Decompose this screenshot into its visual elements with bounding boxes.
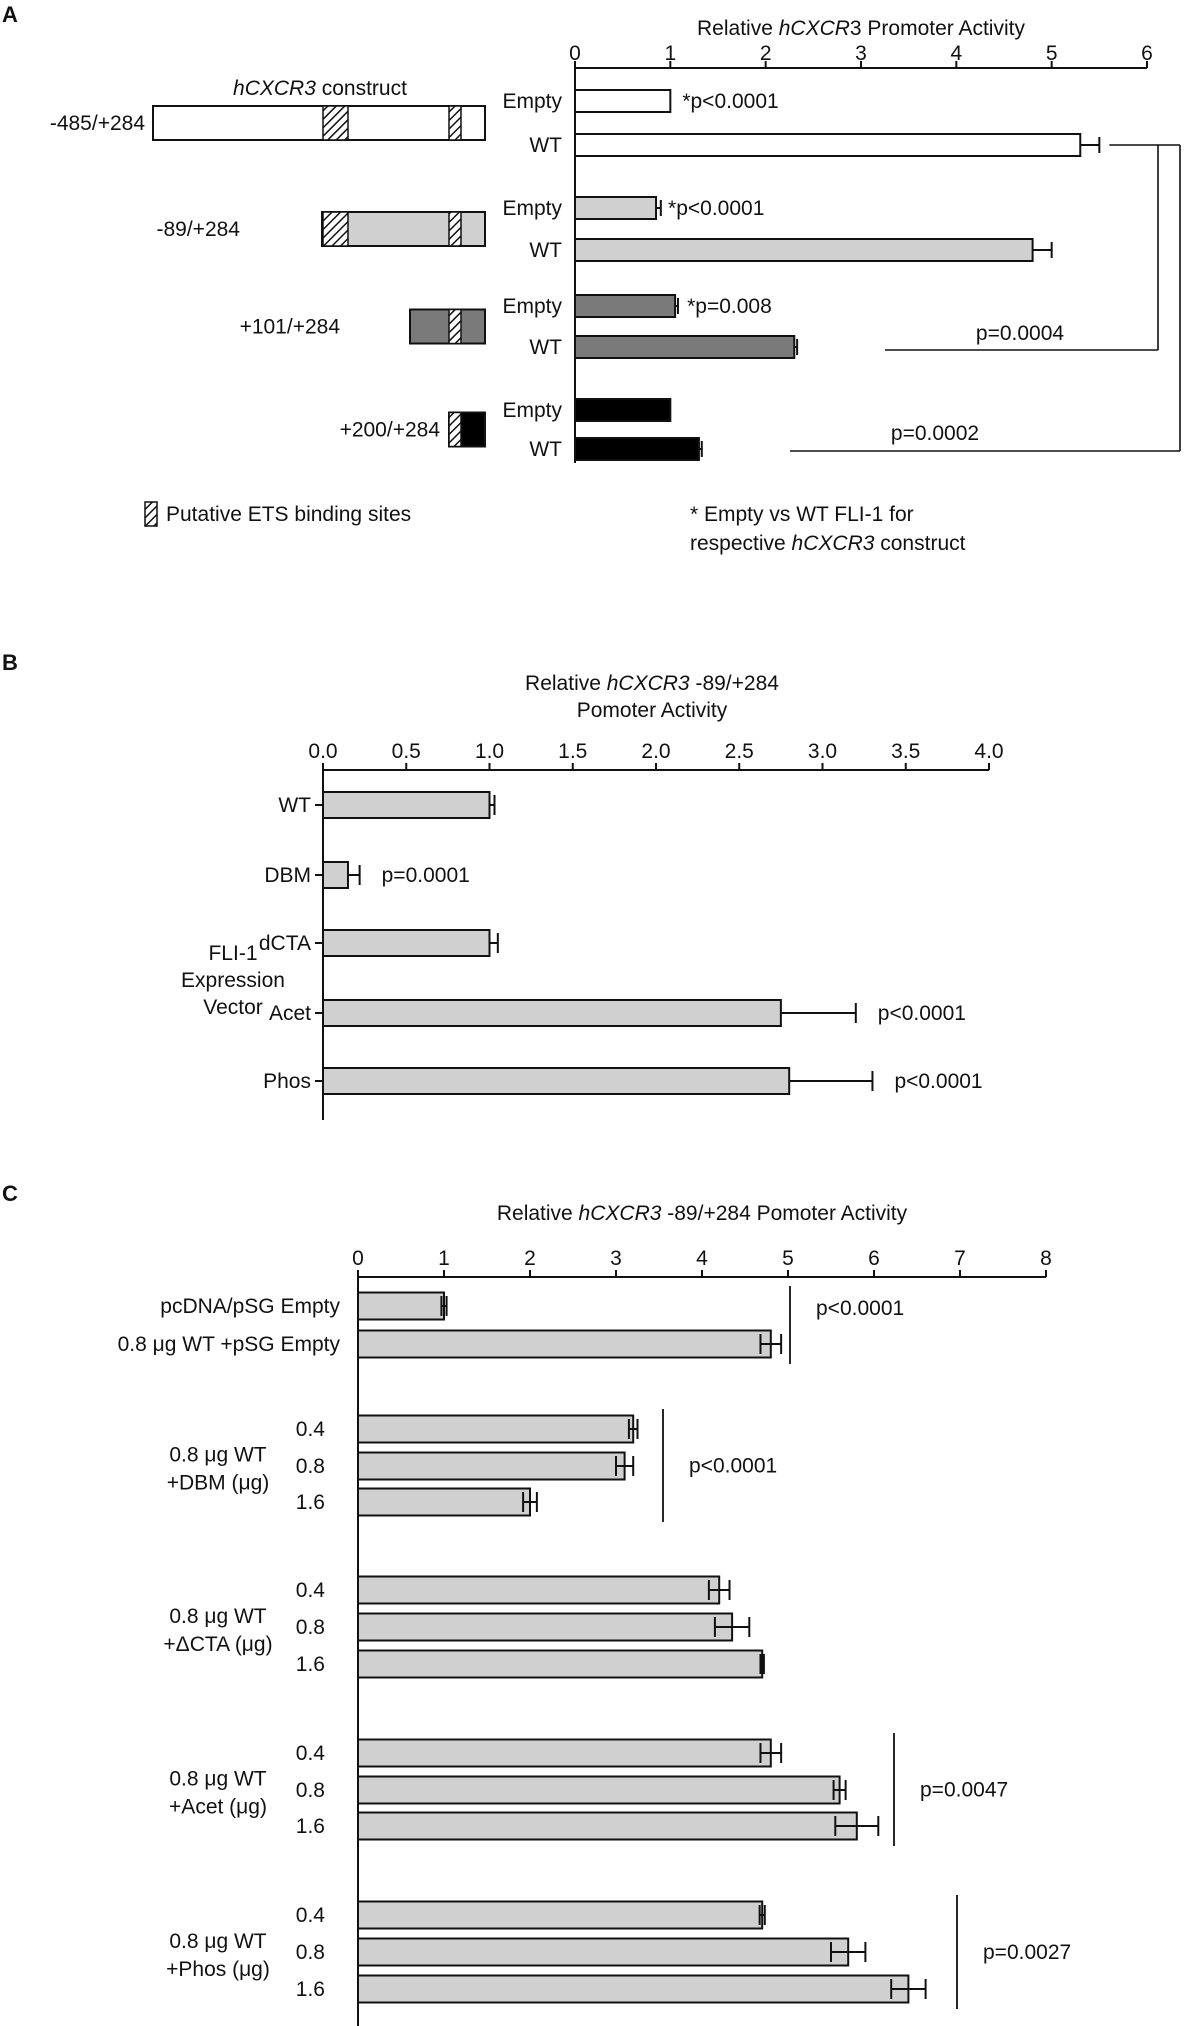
construct-header xyxy=(233,77,407,100)
bar xyxy=(358,1813,857,1840)
construct-label: -89/+284 xyxy=(156,218,240,241)
x-axis-title xyxy=(697,17,1025,40)
bar-category-label: WT xyxy=(529,134,562,157)
x-tick-label: 4.0 xyxy=(974,740,1004,763)
x-tick-label: 3 xyxy=(610,1247,622,1270)
bar-category-label: WT xyxy=(529,239,562,262)
panel-letter: A xyxy=(2,2,18,27)
bar xyxy=(358,1651,762,1678)
panel-letter: C xyxy=(2,1181,18,1206)
x-tick-label: 3.5 xyxy=(891,740,921,763)
text-run: respective xyxy=(690,532,792,555)
x-tick-label: 3 xyxy=(855,42,867,65)
bar xyxy=(358,1331,771,1358)
bar xyxy=(575,295,675,317)
bar-category-label: 0.8 xyxy=(295,1779,325,1802)
bar xyxy=(358,1489,530,1516)
bar-category-label: 0.4 xyxy=(295,1579,325,1602)
bar-category-label: WT xyxy=(529,336,562,359)
construct-box xyxy=(153,106,485,140)
group-label: +ΔCTA (μg) xyxy=(163,1633,273,1656)
ets-site-hatch xyxy=(449,106,461,140)
group-label: 0.8 μg WT xyxy=(169,1930,267,1953)
bar xyxy=(358,1777,840,1804)
text-run: -89/+284 Pomoter Activity xyxy=(661,1202,908,1225)
bar xyxy=(358,1902,762,1929)
x-tick-label: 4 xyxy=(696,1247,708,1270)
x-tick-label: 1 xyxy=(664,42,677,65)
legend-swatch xyxy=(145,502,157,526)
x-tick-label: 8 xyxy=(1040,1247,1052,1270)
bar-category-label: 0.8 xyxy=(295,1616,325,1639)
x-tick-label: 4 xyxy=(950,42,963,65)
x-tick-label: 2 xyxy=(759,42,772,65)
panel-letter: B xyxy=(2,650,18,675)
x-tick-label: 5 xyxy=(782,1247,794,1270)
bar-category-label: Empty xyxy=(502,197,562,220)
bar xyxy=(323,1068,789,1094)
group-pvalue: p<0.0001 xyxy=(816,1297,905,1320)
panel-a xyxy=(2,2,1180,555)
bar-annotation: p<0.0001 xyxy=(894,1070,983,1093)
group-label: 0.8 μg WT xyxy=(169,1605,267,1628)
ets-site-hatch xyxy=(449,413,461,447)
text-run: Relative xyxy=(697,17,779,40)
bar xyxy=(323,1000,781,1026)
bar-category-label: 1.6 xyxy=(295,1815,325,1838)
bar xyxy=(358,1740,771,1767)
x-tick-label: 3.0 xyxy=(807,740,838,763)
bar-annotation: p=0.0001 xyxy=(381,864,470,887)
y-axis-title: FLI-1 xyxy=(208,942,258,965)
comparison-pvalue: p=0.0002 xyxy=(890,422,980,445)
bar xyxy=(575,197,656,219)
bar xyxy=(358,1577,719,1604)
text-run: -89/+284 xyxy=(689,672,779,695)
bar-category-label: DBM xyxy=(264,864,311,887)
bar xyxy=(575,438,699,460)
x-tick-label: 6 xyxy=(868,1247,880,1270)
bar-annotation: p<0.0001 xyxy=(877,1002,966,1025)
bar xyxy=(323,930,490,956)
group-label: +Phos (μg) xyxy=(166,1958,270,1981)
bar xyxy=(358,1614,732,1641)
ets-site-hatch xyxy=(449,310,461,344)
ets-site-hatch xyxy=(449,212,461,246)
bar-category-label: 1.6 xyxy=(295,1491,325,1514)
bar-annotation: *p<0.0001 xyxy=(682,90,779,113)
group-pvalue: p=0.0047 xyxy=(920,1778,1009,1802)
x-tick-label: 2.0 xyxy=(641,740,671,763)
bar-category-label: 0.8 xyxy=(295,1455,325,1478)
bar-category-label: Empty xyxy=(502,399,562,422)
construct-box xyxy=(410,310,485,344)
text-run: hCXCR3 xyxy=(791,532,875,555)
bar xyxy=(358,1939,848,1966)
x-tick-label: 1.5 xyxy=(558,740,588,763)
text-run: hCXCR xyxy=(778,17,850,40)
x-tick-label: 6 xyxy=(1141,42,1153,65)
x-tick-label: 0.0 xyxy=(308,740,338,763)
text-run: construct xyxy=(315,77,407,100)
bar xyxy=(358,1453,625,1480)
text-run: hCXCR3 xyxy=(606,672,690,695)
x-tick-label: 7 xyxy=(954,1247,966,1270)
construct-label: -485/+284 xyxy=(49,112,145,135)
ets-site-hatch xyxy=(323,106,348,140)
bar-category-label: WT xyxy=(529,438,562,461)
x-tick-label: 1 xyxy=(438,1247,450,1270)
bar-category-label: Acet xyxy=(268,1002,311,1025)
y-axis-title: Expression xyxy=(181,969,285,992)
x-tick-label: 0.5 xyxy=(391,740,421,763)
bar xyxy=(323,792,490,818)
bar-category-label: 1.6 xyxy=(295,1978,325,2001)
footnote-line: * Empty vs WT FLI-1 for xyxy=(690,503,914,526)
x-tick-label: 5 xyxy=(1045,42,1058,65)
bar xyxy=(358,1416,633,1443)
group-label: 0.8 μg WT xyxy=(169,1443,267,1467)
x-tick-label: 2 xyxy=(524,1247,536,1270)
bar-annotation: *p=0.008 xyxy=(687,295,772,318)
bar-category-label: 1.6 xyxy=(295,1653,325,1676)
bar xyxy=(575,134,1080,156)
bar xyxy=(575,239,1033,261)
ets-site-hatch xyxy=(323,212,348,246)
x-tick-label: 2.5 xyxy=(724,740,754,763)
bar-category-label: Empty xyxy=(502,295,562,318)
bar xyxy=(575,336,794,358)
group-pvalue: p<0.0001 xyxy=(689,1454,778,1478)
construct-label: +101/+284 xyxy=(239,315,340,339)
text-run: Relative xyxy=(525,672,607,695)
bar-category-label: dCTA xyxy=(258,932,311,955)
bar-category-label: pcDNA/pSG Empty xyxy=(160,1295,340,1318)
x-tick-label: 0 xyxy=(352,1247,364,1270)
x-axis-title: Pomoter Activity xyxy=(576,699,728,722)
bar-category-label: WT xyxy=(278,794,311,817)
bar xyxy=(358,1293,444,1320)
bar-annotation: *p<0.0001 xyxy=(668,197,765,220)
bar-category-label: Phos xyxy=(263,1070,311,1093)
bar-category-label: 0.4 xyxy=(295,1418,325,1441)
bar-category-label: Empty xyxy=(502,90,562,113)
bar-category-label: 0.4 xyxy=(295,1904,325,1927)
x-axis-title xyxy=(497,1202,908,1225)
group-label: 0.8 μg WT xyxy=(169,1767,267,1791)
y-axis-title: Vector xyxy=(203,996,263,1019)
footnote-line xyxy=(690,532,966,555)
group-label: +Acet (μg) xyxy=(169,1795,267,1819)
legend-label: Putative ETS binding sites xyxy=(166,503,412,526)
x-tick-label: 0 xyxy=(569,42,581,65)
text-run: hCXCR3 xyxy=(233,77,316,100)
bar-category-label: 0.8 μg WT +pSG Empty xyxy=(117,1333,340,1356)
text-run: 3 Promoter Activity xyxy=(849,17,1025,40)
x-axis-title xyxy=(525,672,779,695)
construct-label: +200/+284 xyxy=(339,418,440,442)
text-run: construct xyxy=(874,532,966,555)
group-pvalue: p=0.0027 xyxy=(983,1941,1072,1964)
text-run: hCXCR3 xyxy=(578,1202,662,1225)
bar-category-label: 0.8 xyxy=(295,1941,325,1964)
bar xyxy=(323,862,348,888)
panel-c xyxy=(2,1181,1071,2026)
comparison-pvalue: p=0.0004 xyxy=(975,322,1065,345)
bar xyxy=(575,90,670,112)
group-label: +DBM (μg) xyxy=(166,1471,270,1495)
text-run: Relative xyxy=(496,1202,579,1225)
x-tick-label: 1.0 xyxy=(474,740,505,763)
panel-b xyxy=(2,650,1004,1120)
bar xyxy=(358,1976,908,2003)
bar-category-label: 0.4 xyxy=(295,1742,325,1765)
bar xyxy=(575,399,670,421)
